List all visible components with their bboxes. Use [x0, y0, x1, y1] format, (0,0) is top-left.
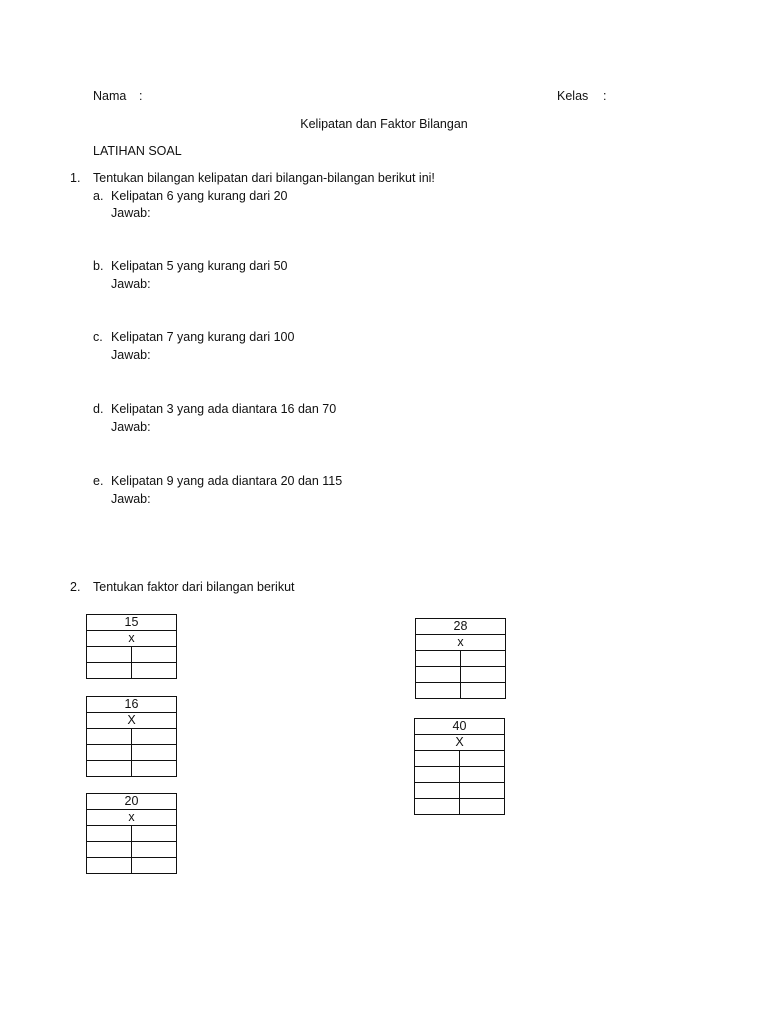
nama-colon: : — [139, 89, 143, 103]
q1-item-text: Kelipatan 6 yang kurang dari 20 — [111, 189, 288, 203]
nama-label: Nama — [93, 89, 127, 103]
factor-cell[interactable] — [87, 842, 132, 858]
factor-cell[interactable] — [460, 783, 505, 799]
factor-cell[interactable] — [416, 651, 461, 667]
factor-cell[interactable] — [461, 667, 506, 683]
factor-cell[interactable] — [461, 651, 506, 667]
factor-cell[interactable] — [87, 826, 132, 842]
answer-label: Jawab: — [111, 206, 151, 220]
factor-table-15 — [86, 614, 177, 679]
factor-cell[interactable] — [132, 842, 177, 858]
factor-cell[interactable] — [460, 767, 505, 783]
factor-table-16 — [86, 696, 177, 777]
factor-cell[interactable] — [87, 761, 132, 777]
factor-cell[interactable] — [415, 783, 460, 799]
factor-table-operator: x — [87, 631, 177, 647]
factor-table-number: 16 — [87, 697, 177, 713]
q1-item-text: Kelipatan 3 yang ada diantara 16 dan 70 — [111, 402, 337, 416]
factor-cell[interactable] — [132, 729, 177, 745]
answer-label: Jawab: — [111, 420, 151, 434]
factor-table-40 — [414, 718, 505, 815]
section-title: LATIHAN SOAL — [93, 144, 182, 158]
q1-item-letter: b. — [93, 259, 104, 273]
factor-cell[interactable] — [132, 761, 177, 777]
q1-number: 1. — [70, 171, 81, 185]
factor-cell[interactable] — [132, 647, 177, 663]
q2-text: Tentukan faktor dari bilangan berikut — [93, 580, 295, 594]
answer-label: Jawab: — [111, 348, 151, 362]
factor-cell[interactable] — [461, 683, 506, 699]
factor-cell[interactable] — [87, 729, 132, 745]
q1-item-text: Kelipatan 5 yang kurang dari 50 — [111, 259, 288, 273]
factor-table-20 — [86, 793, 177, 874]
factor-table-number: 28 — [416, 619, 506, 635]
q1-item-letter: a. — [93, 189, 104, 203]
factor-cell[interactable] — [87, 858, 132, 874]
factor-cell[interactable] — [416, 667, 461, 683]
factor-table-operator: X — [415, 735, 505, 751]
page-title: Kelipatan dan Faktor Bilangan — [300, 117, 468, 131]
factor-table-operator: x — [87, 810, 177, 826]
factor-cell[interactable] — [460, 799, 505, 815]
factor-table-operator: x — [416, 635, 506, 651]
factor-cell[interactable] — [415, 751, 460, 767]
factor-cell[interactable] — [132, 858, 177, 874]
factor-cell[interactable] — [132, 745, 177, 761]
factor-table-number: 15 — [87, 615, 177, 631]
factor-table-number: 40 — [415, 719, 505, 735]
factor-cell[interactable] — [415, 799, 460, 815]
factor-cell[interactable] — [460, 751, 505, 767]
q1-text: Tentukan bilangan kelipatan dari bilangan-bilangan berikut ini! — [93, 171, 435, 185]
q1-item-text: Kelipatan 7 yang kurang dari 100 — [111, 330, 295, 344]
factor-table-number: 20 — [87, 794, 177, 810]
factor-cell[interactable] — [132, 663, 177, 679]
factor-cell[interactable] — [87, 745, 132, 761]
q1-item-letter: d. — [93, 402, 104, 416]
answer-label: Jawab: — [111, 277, 151, 291]
kelas-label: Kelas — [557, 89, 589, 103]
q1-item-letter: e. — [93, 474, 104, 488]
answer-label: Jawab: — [111, 492, 151, 506]
q2-number: 2. — [70, 580, 81, 594]
factor-cell[interactable] — [87, 647, 132, 663]
factor-cell[interactable] — [132, 826, 177, 842]
q1-item-text: Kelipatan 9 yang ada diantara 20 dan 115 — [111, 474, 343, 488]
q1-item-letter: c. — [93, 330, 103, 344]
factor-cell[interactable] — [415, 767, 460, 783]
factor-table-28 — [415, 618, 506, 699]
factor-cell[interactable] — [87, 663, 132, 679]
kelas-colon: : — [603, 89, 607, 103]
factor-table-operator: X — [87, 713, 177, 729]
factor-cell[interactable] — [416, 683, 461, 699]
